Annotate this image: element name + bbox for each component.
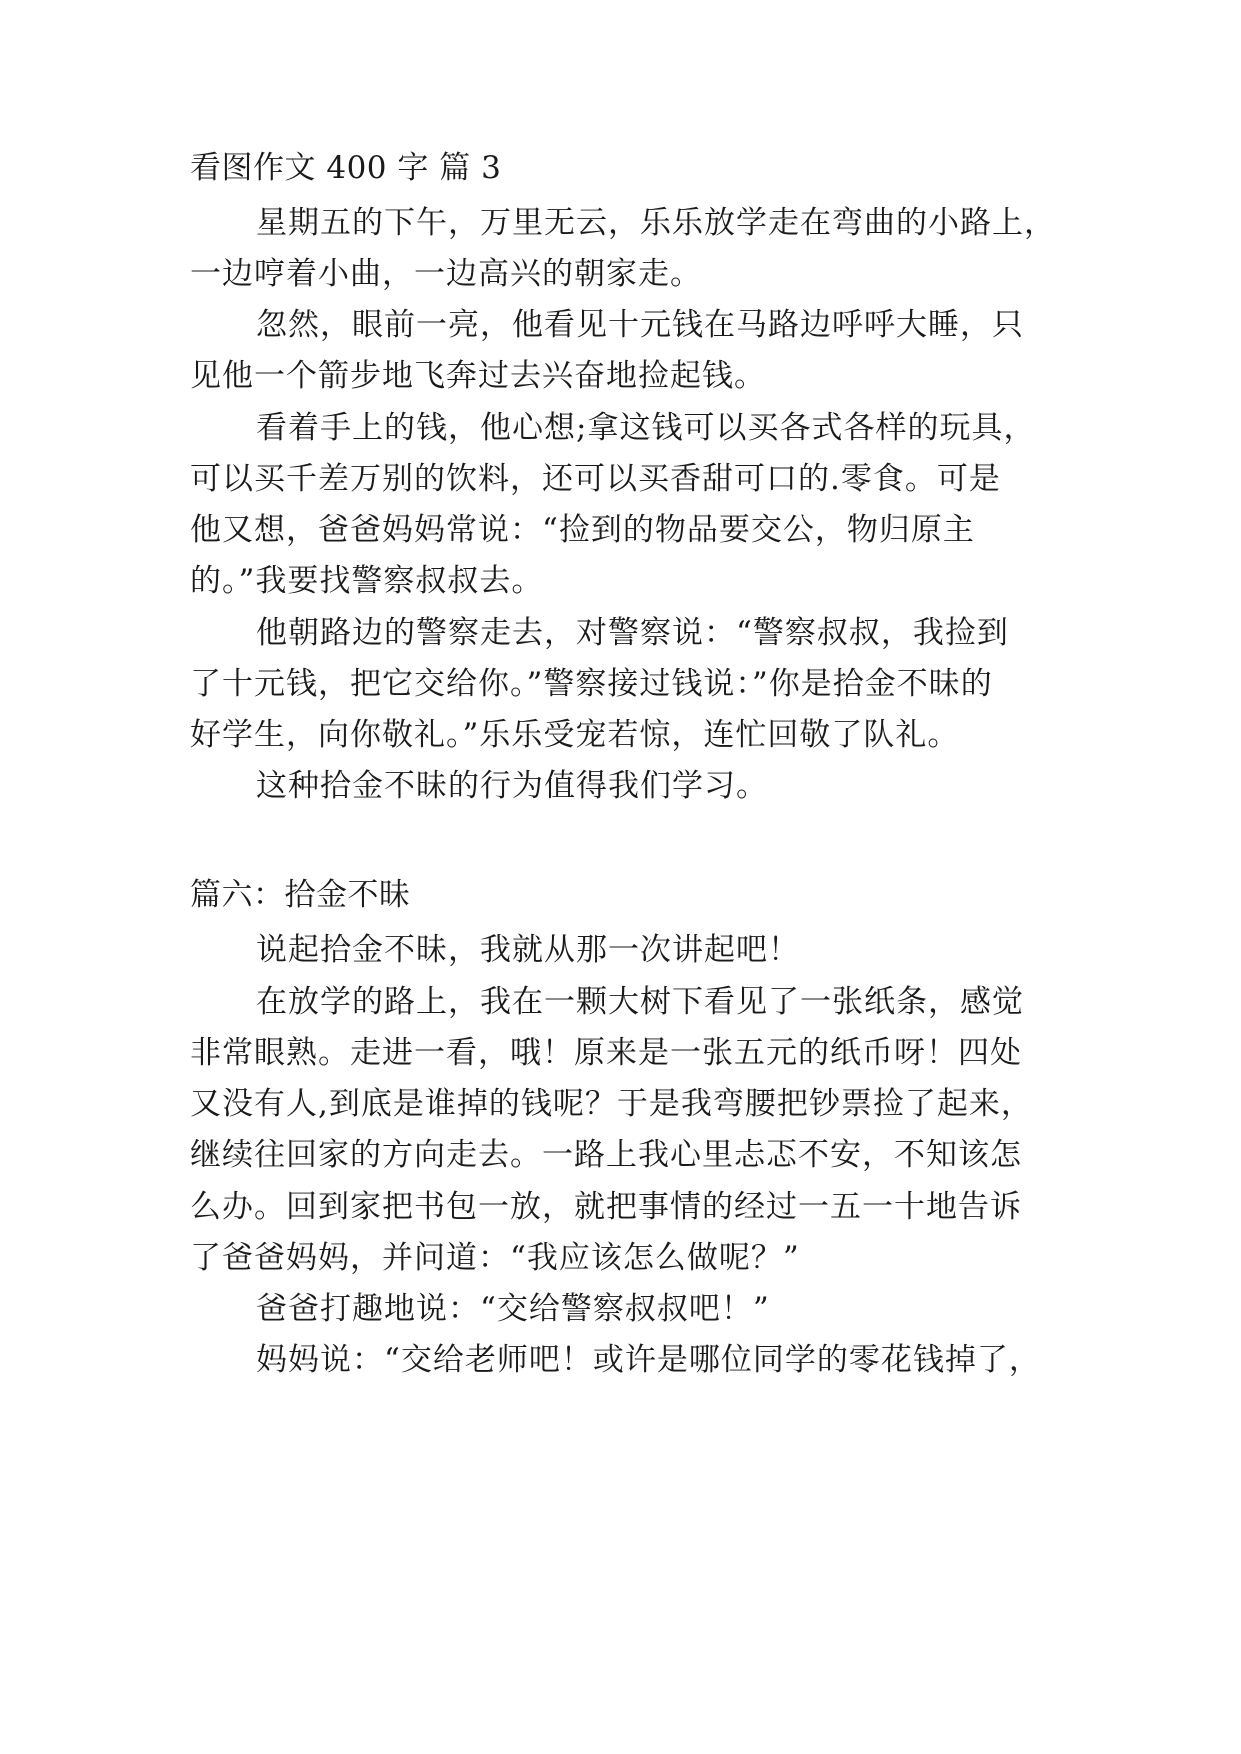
paragraph-line: 了爸爸妈妈，并问道：“我应该怎么做呢？” [190, 1240, 800, 1276]
paragraph-line: 他朝路边的警察走去，对警察说：“警察叔叔，我捡到 [256, 615, 1009, 651]
paragraph-line: 爸爸打趣地说：“交给警察叔叔吧！” [256, 1291, 770, 1327]
paragraph-line: 妈妈说：“交给老师吧！或许是哪位同学的零花钱掉了， [256, 1342, 1041, 1378]
paragraph-line: 的。”我要找警察叔叔去。 [190, 563, 544, 599]
paragraph-line: 非常眼熟。走进一看，哦！原来是一张五元的纸币呀！四处 [190, 1035, 1022, 1071]
paragraph-line: 这种拾金不昧的行为值得我们学习。 [256, 768, 768, 804]
paragraph-line: 好学生，向你敬礼。”乐乐受宠若惊，连忙回敬了队礼。 [190, 717, 960, 753]
section-title: 看图作文 400 字 篇 3 [190, 150, 502, 186]
paragraph-line: 忽然，眼前一亮，他看见十元钱在马路边呼呼大睡，只 [256, 307, 1024, 343]
paragraph-line: 又没有人,到底是谁掉的钱呢？于是我弯腰把钞票捡了起来， [190, 1086, 1033, 1122]
paragraph-line: 在放学的路上，我在一颗大树下看见了一张纸条，感觉 [256, 984, 1024, 1020]
paragraph-line: 么办。回到家把书包一放，就把事情的经过一五一十地告诉 [190, 1189, 1022, 1225]
paragraph-line: 见他一个箭步地飞奔过去兴奋地捡起钱。 [190, 358, 766, 394]
paragraph-line: 可以买千差万别的饮料，还可以买香甜可口的.零食。可是 [190, 461, 1001, 497]
paragraph-line: 一边哼着小曲，一边高兴的朝家走。 [190, 256, 702, 292]
paragraph-line: 继续往回家的方向走去。一路上我心里忐忑不安，不知该怎 [190, 1137, 1022, 1173]
paragraph-line: 星期五的下午，万里无云，乐乐放学走在弯曲的小路上， [256, 205, 1056, 241]
paragraph-line: 说起拾金不昧，我就从那一次讲起吧！ [256, 932, 800, 968]
paragraph-line: 看着手上的钱，他心想;拿这钱可以买各式各样的玩具， [256, 410, 1036, 446]
section-title: 篇六：拾金不昧 [190, 877, 411, 913]
paragraph-line: 他又想，爸爸妈妈常说：“捡到的物品要交公，物归原主 [190, 512, 975, 548]
paragraph-line: 了十元钱，把它交给你。”警察接过钱说：”你是拾金不昧的 [190, 666, 993, 702]
